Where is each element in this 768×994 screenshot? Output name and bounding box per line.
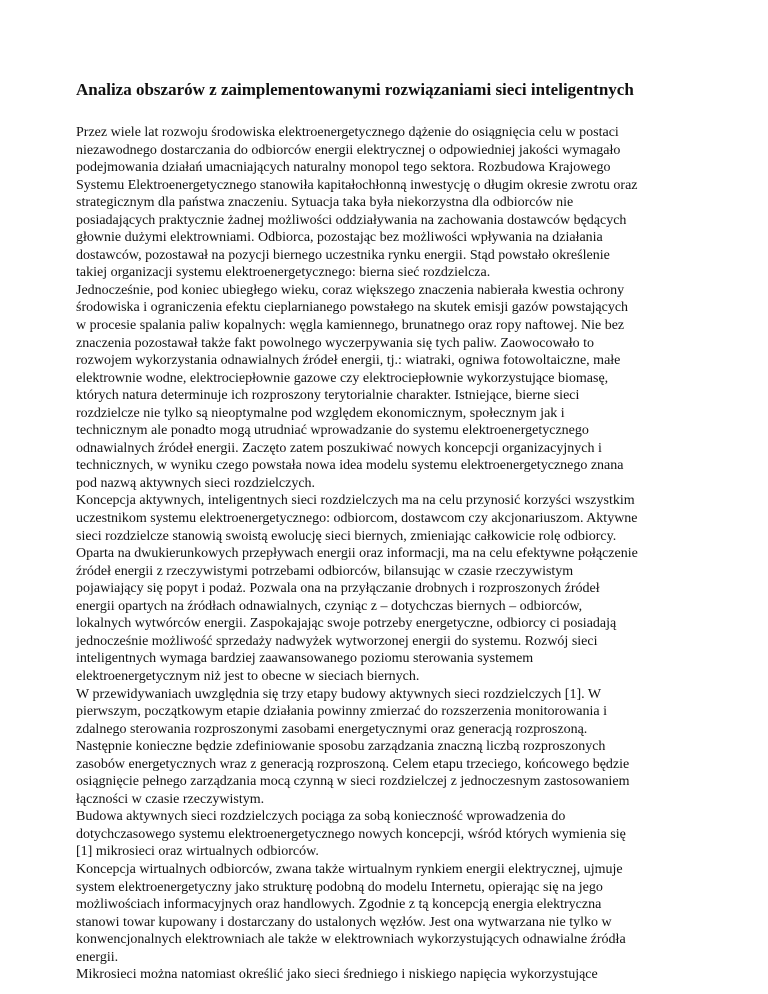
body-text-line: znaczenia pozostawał także fakt powolnego wyczerpywania się tych paliw. Zaowocowało to [76,335,595,351]
body-text-line: zasobów energetycznych wraz z generacją rozproszoną. Celem etapu trzeciego, końcowego będzie [76,756,630,772]
body-text-line: niezawodnego dostarczania do odbiorców energii elektrycznej o odpowiedniej jakości wymagało [76,142,621,158]
body-text-line: elektrownie wodne, elektrociepłownie gazowe czy elektrociepłownie wykorzystujące biomasę, [76,370,609,386]
body-text-line: energii. [76,949,119,965]
body-text-line: możliwościach informacyjnych oraz handlowych. Zgodnie z tą koncepcją energia elektryczna [76,897,602,913]
body-text-line: Koncepcja wirtualnych odbiorców, zwana także wirtualnym rynkiem energii elektrycznej, ujmuje [76,861,623,877]
body-text-line: łączności w czasie rzeczywistym. [76,791,265,807]
body-text-line: Oparta na dwukierunkowych przepływach energii oraz informacji, ma na celu efektywne połączenie [76,546,638,562]
body-text-line: system elektroenergetyczny jako strukturę podobną do modelu Internetu, opierając się na jego [76,879,603,895]
body-text-line: strategicznym dla państwa znaczeniu. Sytuacja taka była niekorzystna dla odbiorców nie [76,195,574,211]
body-text-line: inteligentnych wymaga bardziej zaawansowanego poziomu sterowania systemem [76,651,534,667]
document-title: Analiza obszarów z zaimplementowanymi rozwiązaniami sieci inteligentnych [76,80,634,99]
body-text-line: takiej organizacji systemu elektroenergetycznego: bierna sieć rozdzielcza. [76,265,491,281]
body-text-line: Systemu Elektroenergetycznego stanowiła kapitałochłonną inwestycję o długim okresie zwrotu oraz [76,177,638,193]
body-text-line: konwencjonalnych elektrowniach ale także w elektrowniach wykorzystujących odnawialne źródła [76,932,626,948]
body-text-line: technicznych, w wyniku czego powstała nowa idea modelu systemu elektroenergetycznego znana [76,458,624,474]
body-text-line: stanowi towar kupowany i dostarczany do ustalonych węzłów. Jest ona wytwarzana nie tylko w [76,914,612,930]
body-text-line: technicznym ale ponadto mogą utrudniać wprowadzanie do systemu elektroenergetycznego [76,423,589,439]
body-text-line: środowiska i ograniczenia efektu cieplarnianego powstałego na skutek emisji gazów powstających [76,300,629,316]
body-text-line: rozwojem wykorzystania odnawialnych źródeł energii, tj.: wiatraki, ogniwa fotowoltaiczne, małe [76,353,621,369]
body-text-line: odnawialnych źródeł energii. Zaczęto zatem poszukiwać nowych koncepcji organizacyjnych i [76,440,602,456]
body-text-line: [1] mikrosieci oraz wirtualnych odbiorców. [76,844,319,860]
body-text-line: Przez wiele lat rozwoju środowiska elektroenergetycznego dążenie do osiągnięcia celu w postaci [76,125,619,140]
body-text-line: dostawców, pozostawał na pozycji biernego uczestnika rynku energii. Stąd powstało określenie [76,247,610,263]
body-text-line: zdalnego sterowania rozproszonymi zasobami energetycznymi oraz generacją rozproszoną. [76,721,588,737]
body-text-line: W przewidywaniach uwzględnia się trzy etapy budowy aktywnych sieci rozdzielczych [1]. W [76,686,602,702]
body-text-line: energii opartych na źródłach odnawialnych, czyniąc z – dotychczas biernych – odbiorców, [76,598,583,614]
body-text-line: lokalnych wytwórców energii. Zaspokajając swoje potrzeby energetyczne, odbiorcy ci posiadają [76,616,617,632]
body-text-line: dotychczasowego systemu elektroenergetycznego nowych koncepcji, wśród których wymienia się [76,826,626,842]
body-text-line: których natura determinuje ich rozproszony terytorialnie charakter. Istniejące, bierne sieci [76,388,580,404]
body-text-line: źródeł energii z rzeczywistymi potrzebami odbiorców, bilansując w czasie rzeczywistym [76,563,574,579]
body-text-line: Następnie konieczne będzie zdefiniowanie sposobu zarządzania znaczną liczbą rozproszonych [76,739,606,755]
body-text-line: pojawiający się popyt i podaż. Pozwala ona na przyłączanie drobnych i rozproszonych źródeł [76,581,600,597]
body-text-line: pierwszym, początkowym etapie działania powinny zmierzać do rozszerzenia monitorowania i [76,704,608,720]
document-body [76,124,694,984]
body-text-line: elektroenergetycznym niż jest to obecne w sieciach biernych. [76,668,420,684]
body-text-line: uczestnikom systemu elektroenergetycznego: odbiorcom, dostawcom czy akcjonariuszom. Aktywne [76,511,638,527]
body-text-line: pod nazwą aktywnych sieci rozdzielczych. [76,475,316,491]
body-text-line: głownie dużymi elektrowniami. Odbiorca, pozostając bez możliwości wpływania na działania [76,230,603,246]
body-text-line: Mikrosieci można natomiast określić jako sieci średniego i niskiego napięcia wykorzystujące [76,967,598,983]
body-text-line: Jednocześnie, pod koniec ubiegłego wieku, coraz większego znaczenia nabierała kwestia ochrony [76,282,625,298]
body-text-line: sieci rozdzielcze stanowią swoistą ewolucję sieci biernych, zmieniając całkowicie rolę odbiorcy. [76,528,617,544]
body-text-line: Koncepcja aktywnych, inteligentnych sieci rozdzielczych ma na celu przynosić korzyści wszystkim [76,493,635,509]
body-text-line: rozdzielcze nie tylko są nieoptymalne pod względem ekonomicznym, społecznym jak i [76,405,565,421]
body-text-line: w procesie spalania paliw kopalnych: węgla kamiennego, brunatnego oraz ropy naftowej. Nie bez [76,318,625,334]
body-text-line: Budowa aktywnych sieci rozdzielczych pociąga za sobą konieczność wprowadzenia do [76,809,566,825]
body-text-line: posiadających praktycznie żadnej możliwości oddziaływania na zachowania dostawców będących [76,212,627,228]
body-text-line: jednocześnie możliwość sprzedaży nadwyżek wytworzonej energii do systemu. Rozwój sieci [76,633,598,649]
body-text-line: podejmowania działań umacniających naturalny monopol tego sektora. Rozbudowa Krajowego [76,160,611,176]
body-text-line: osiągnięcie pełnego zarządzania mocą czynną w sieci rozdzielczej z jednoczesnym zastosowaniem [76,774,630,790]
